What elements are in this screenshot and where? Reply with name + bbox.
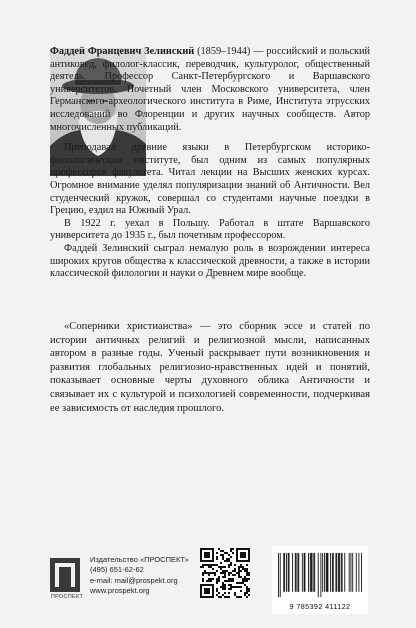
bio-intro — [50, 46, 370, 134]
publisher-phone: (495) 651-62-62 — [90, 565, 144, 575]
bio-intro-text: (1859–1944) — российский и польский антиковед, филолог-классик, переводчик, культуролог, общественный деятель. Профессор Санкт-Петербургского и Варшавского университетов. Почетный член Московского университета, член Германского археологического института в Риме, Института этрусских исследований во Флоренции и других научных сообществ. Автор многочисленных публикаций. — [50, 46, 370, 133]
book-description: «Соперники христианства» — это сборник эссе и статей по истории античных религий и религиозной мысли, написанных автором в разные годы. Ученый раскрывает пути возникновения и развития глобальных религиозно-нравственных идей и понятий, показывает основные черты духовного облика Античности и связывает их с культурой и психологией современности, подчеркивая ее зависимость от наследия прошлого. — [50, 321, 370, 414]
publisher-website: www.prospekt.org — [90, 586, 150, 596]
isbn-barcode — [272, 546, 368, 614]
barcode-icon — [278, 550, 362, 600]
isbn-number: 9 785392 411122 — [289, 602, 351, 611]
bio-paragraph-2: Преподавал древние языки в Петербургском историко-филологическом институте, был одним из самых популярных профессоров факультета. Читал лекции на Высших женских курсах. Огромное внимание уделял популяризации знаний об Античности. Вел студенческий кружок, совершал со студентами научные поездки в Грецию, ездил на Южный Урал. — [50, 142, 370, 217]
publisher-contacts — [90, 555, 189, 597]
bio-paragraph-3: В 1922 г. уехал в Польшу. Работал в штате Варшавского университета до 1935 г., был почетным профессором. — [50, 217, 370, 242]
qr-code-icon — [200, 548, 250, 598]
author-name: Фаддей Францевич Зелинский — [50, 46, 195, 57]
publisher-logo-icon — [50, 558, 80, 592]
publisher-email: e-mail: mail@prospekt.org — [90, 575, 178, 585]
footer — [0, 530, 416, 628]
publisher-name: Издательство «ПРОСПЕКТ» — [90, 555, 189, 564]
bio-paragraph-4: Фаддей Зелинский сыграл немалую роль в возрождении интереса широких кругов общества к классической древности, а также в истории классической филологии и науки о Древнем мире вообще. — [50, 242, 370, 280]
publisher-logo-text: ПРОСПЕКТ — [50, 594, 84, 600]
author-biography — [50, 46, 370, 281]
